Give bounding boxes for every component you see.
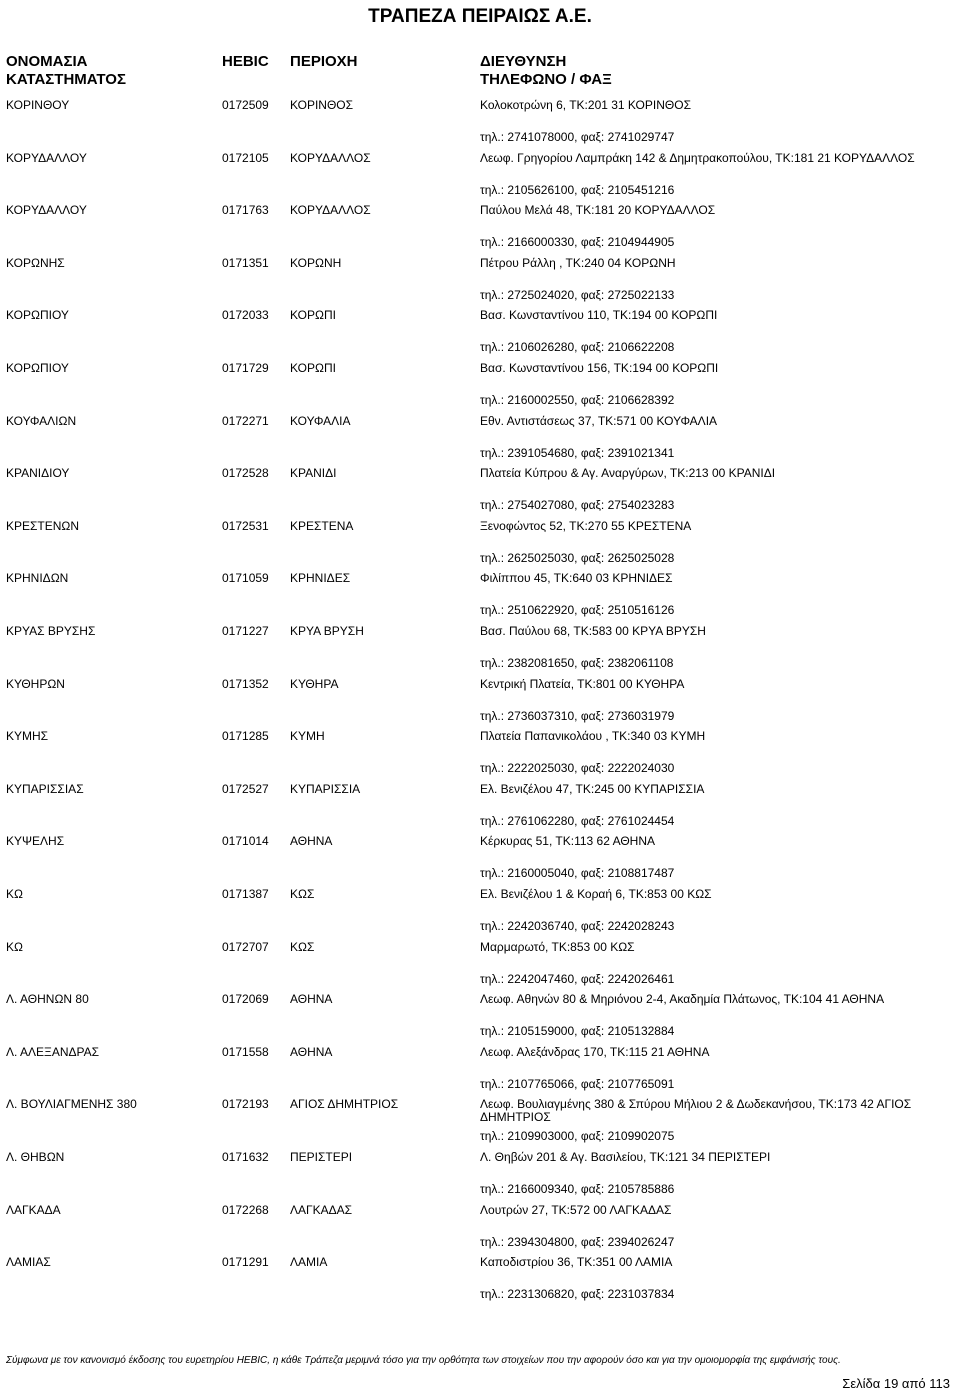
branch-area: ΛΑΜΙΑ: [290, 1255, 328, 1269]
branch-name: ΛΑΜΙΑΣ: [6, 1255, 51, 1269]
branch-address: Λεωφ. Αθηνών 80 & Μηριόνου 2-4, Ακαδημία Πλάτωνος, ΤΚ:104 41 ΑΘΗΝΑ: [480, 992, 885, 1006]
header-address: [480, 53, 612, 89]
branch-hebic: 0172531: [222, 519, 269, 533]
branch-hebic: 0172268: [222, 1203, 269, 1217]
branch-area: ΚΡΗΝΙΔΕΣ: [290, 571, 351, 585]
branch-name: Λ. ΘΗΒΩΝ: [6, 1150, 65, 1164]
branch-phone-fax: τηλ.: 2394304800, φαξ: 2394026247: [480, 1235, 675, 1249]
branch-area: ΚΡΕΣΤΕΝΑ: [290, 519, 354, 533]
branch-address: Κέρκυρας 51, ΤΚ:113 62 ΑΘΗΝΑ: [480, 834, 655, 848]
branch-phone-fax: τηλ.: 2761062280, φαξ: 2761024454: [480, 814, 675, 828]
branch-name: ΚΥΜΗΣ: [6, 729, 49, 743]
branch-hebic: 0172527: [222, 782, 269, 796]
branch-phone-fax: τηλ.: 2106026280, φαξ: 2106622208: [480, 340, 675, 354]
branch-address: Καποδιστρίου 36, ΤΚ:351 00 ΛΑΜΙΑ: [480, 1255, 673, 1269]
branch-phone-fax: τηλ.: 2166000330, φαξ: 2104944905: [480, 235, 675, 249]
branch-area: ΚΥΠΑΡΙΣΣΙΑ: [290, 782, 361, 796]
branch-phone-fax: τηλ.: 2222025030, φαξ: 2222024030: [480, 761, 675, 775]
branch-address: Λεωφ. Γρηγορίου Λαμπράκη 142 & Δημητρακοπούλου, ΤΚ:181 21 ΚΟΡΥΔΑΛΛΟΣ: [480, 151, 915, 165]
branch-area: ΑΘΗΝΑ: [290, 834, 333, 848]
branch-name: ΚΟΡΙΝΘΟΥ: [6, 98, 70, 112]
branch-area: ΚΟΡΩΠΙ: [290, 308, 336, 322]
branch-area: ΠΕΡΙΣΤΕΡΙ: [290, 1150, 353, 1164]
branch-phone-fax: τηλ.: 2736037310, φαξ: 2736031979: [480, 709, 675, 723]
header-hebic: HEBIC: [222, 53, 269, 70]
branch-hebic: 0171632: [222, 1150, 269, 1164]
header-branch-name: [6, 53, 126, 89]
branch-phone-fax: τηλ.: 2754027080, φαξ: 2754023283: [480, 498, 675, 512]
branch-area: ΑΘΗΝΑ: [290, 992, 333, 1006]
branch-hebic: 0171558: [222, 1045, 269, 1059]
branch-phone-fax: τηλ.: 2109903000, φαξ: 2109902075: [480, 1129, 675, 1143]
branch-hebic: 0171059: [222, 571, 269, 585]
branch-address: Ξενοφώντος 52, ΤΚ:270 55 ΚΡΕΣΤΕΝΑ: [480, 519, 692, 533]
branch-phone-fax: τηλ.: 2160002550, φαξ: 2106628392: [480, 393, 675, 407]
branch-address: Ελ. Βενιζέλου 47, ΤΚ:245 00 ΚΥΠΑΡΙΣΣΙΑ: [480, 782, 705, 796]
branch-area: ΚΡΥΑ ΒΡΥΣΗ: [290, 624, 364, 638]
branch-hebic: 0172105: [222, 151, 269, 165]
branch-name: ΚΩ: [6, 887, 23, 901]
branch-hebic: 0171014: [222, 834, 269, 848]
branch-address: Παύλου Μελά 48, ΤΚ:181 20 ΚΟΡΥΔΑΛΛΟΣ: [480, 203, 716, 217]
branch-area: ΑΘΗΝΑ: [290, 1045, 333, 1059]
branch-hebic: 0171285: [222, 729, 269, 743]
branch-phone-fax: τηλ.: 2382081650, φαξ: 2382061108: [480, 656, 674, 670]
branch-address: Πέτρου Ράλλη , ΤΚ:240 04 ΚΟΡΩΝΗ: [480, 256, 676, 270]
branch-phone-fax: τηλ.: 2231306820, φαξ: 2231037834: [480, 1287, 675, 1301]
branch-hebic: 0171351: [222, 256, 269, 270]
branch-phone-fax: τηλ.: 2725024020, φαξ: 2725022133: [480, 288, 675, 302]
branch-address: Πλατεία Παπανικολάου , ΤΚ:340 03 ΚΥΜΗ: [480, 729, 706, 743]
branch-name: ΚΡΗΝΙΔΩΝ: [6, 571, 69, 585]
branch-area: ΚΟΥΦΑΛΙΑ: [290, 414, 351, 428]
branch-area: ΚΩΣ: [290, 940, 315, 954]
branch-area: ΑΓΙΟΣ ΔΗΜΗΤΡΙΟΣ: [290, 1097, 399, 1111]
branch-name: ΚΥΨΕΛΗΣ: [6, 834, 65, 848]
branch-hebic: 0172193: [222, 1097, 269, 1111]
branch-name: ΚΟΡΥΔΑΛΛΟΥ: [6, 203, 87, 217]
branch-area: ΚΟΡΙΝΘΟΣ: [290, 98, 354, 112]
branch-phone-fax: τηλ.: 2510622920, φαξ: 2510516126: [480, 603, 675, 617]
header-area: ΠΕΡΙΟΧΗ: [290, 53, 358, 70]
branch-area: ΚΟΡΩΝΗ: [290, 256, 342, 270]
branch-phone-fax: τηλ.: 2107765066, φαξ: 2107765091: [480, 1077, 675, 1091]
bank-title: ΤΡΑΠΕΖΑ ΠΕΙΡΑΙΩΣ Α.Ε.: [368, 6, 592, 27]
branch-phone-fax: τηλ.: 2391054680, φαξ: 2391021341: [480, 446, 675, 460]
branch-name: ΚΡΥΑΣ ΒΡΥΣΗΣ: [6, 624, 96, 638]
branch-hebic: 0172033: [222, 308, 269, 322]
branch-name: ΚΩ: [6, 940, 23, 954]
branch-address: Φιλίππου 45, ΤΚ:640 03 ΚΡΗΝΙΔΕΣ: [480, 571, 673, 585]
branch-hebic: 0172069: [222, 992, 269, 1006]
branch-name: ΚΟΡΩΠΙΟΥ: [6, 361, 69, 375]
branch-name: ΚΥΘΗΡΩΝ: [6, 677, 65, 691]
branch-address: Μαρμαρωτό, ΤΚ:853 00 ΚΩΣ: [480, 940, 635, 954]
footnote: Σύμφωνα με τον κανονισμό έκδοσης του ευρετηρίου HEBIC, η κάθε Τράπεζα μεριμνά τόσο για την ορθότητα των στοιχείων που την αφορούν όσο και για την ομοιομορφία της εμφάνισής τους.: [6, 1355, 841, 1366]
header-branch-name-line1: ΟΝΟΜΑΣΙΑ: [6, 53, 88, 70]
branch-name: ΚΥΠΑΡΙΣΣΙΑΣ: [6, 782, 84, 796]
branch-hebic: 0171227: [222, 624, 269, 638]
branch-hebic: 0172271: [222, 414, 269, 428]
branch-name: ΚΟΡΩΝΗΣ: [6, 256, 65, 270]
branch-address: Λ. Θηβών 201 & Αγ. Βασιλείου, ΤΚ:121 34 ΠΕΡΙΣΤΕΡΙ: [480, 1150, 771, 1164]
branch-phone-fax: τηλ.: 2242036740, φαξ: 2242028243: [480, 919, 675, 933]
page-number: Σελίδα 19 από 113: [842, 1376, 950, 1391]
branch-name: ΚΡΕΣΤΕΝΩΝ: [6, 519, 80, 533]
branch-hebic: 0171729: [222, 361, 269, 375]
branch-hebic: 0171387: [222, 887, 269, 901]
branch-name: Λ. ΑΛΕΞΑΝΔΡΑΣ: [6, 1045, 100, 1059]
branch-address: Κεντρική Πλατεία, ΤΚ:801 00 ΚΥΘΗΡΑ: [480, 677, 685, 691]
branch-area: ΚΩΣ: [290, 887, 315, 901]
branch-name: ΚΟΡΥΔΑΛΛΟΥ: [6, 151, 87, 165]
branch-name: ΚΡΑΝΙΔΙΟΥ: [6, 466, 70, 480]
branch-phone-fax: τηλ.: 2166009340, φαξ: 2105785886: [480, 1182, 675, 1196]
branch-address: Βασ. Κωνσταντίνου 110, ΤΚ:194 00 ΚΟΡΩΠΙ: [480, 308, 718, 322]
branch-area: ΚΥΘΗΡΑ: [290, 677, 339, 691]
branch-address: Λουτρών 27, ΤΚ:572 00 ΛΑΓΚΑΔΑΣ: [480, 1203, 672, 1217]
branch-hebic: 0171291: [222, 1255, 269, 1269]
branch-name: ΛΑΓΚΑΔΑ: [6, 1203, 61, 1217]
branch-address: Λεωφ. Βουλιαγμένης 380 & Σπύρου Μήλιου 2 & Δωδεκανήσου, ΤΚ:173 42 ΑΓΙΟΣ ΔΗΜΗΤΡΙΟΣ: [480, 1097, 912, 1124]
branch-area: ΚΡΑΝΙΔΙ: [290, 466, 337, 480]
branch-address: Βασ. Κωνσταντίνου 156, ΤΚ:194 00 ΚΟΡΩΠΙ: [480, 361, 719, 375]
branch-area: ΛΑΓΚΑΔΑΣ: [290, 1203, 353, 1217]
branch-address: Κολοκοτρώνη 6, ΤΚ:201 31 ΚΟΡΙΝΘΟΣ: [480, 98, 691, 112]
branch-name: Λ. ΑΘΗΝΩΝ 80: [6, 992, 89, 1006]
header-address-line2: ΤΗΛΕΦΩΝΟ / ΦΑΞ: [480, 71, 612, 88]
header-address-line1: ΔΙΕΥΘΥΝΣΗ: [480, 53, 567, 70]
branch-phone-fax: τηλ.: 2741078000, φαξ: 2741029747: [480, 130, 675, 144]
branch-area: ΚΟΡΥΔΑΛΛΟΣ: [290, 151, 371, 165]
branch-name: ΚΟΥΦΑΛΙΩΝ: [6, 414, 77, 428]
branch-address: Βασ. Παύλου 68, ΤΚ:583 00 ΚΡΥΑ ΒΡΥΣΗ: [480, 624, 706, 638]
branch-phone-fax: τηλ.: 2160005040, φαξ: 2108817487: [480, 866, 675, 880]
branch-area: ΚΟΡΩΠΙ: [290, 361, 336, 375]
branch-phone-fax: τηλ.: 2242047460, φαξ: 2242026461: [480, 972, 675, 986]
branch-phone-fax: τηλ.: 2625025030, φαξ: 2625025028: [480, 551, 675, 565]
header-branch-name-line2: ΚΑΤΑΣΤΗΜΑΤΟΣ: [6, 71, 126, 88]
branch-address: Ελ. Βενιζέλου 1 & Κοραή 6, ΤΚ:853 00 ΚΩΣ: [480, 887, 712, 901]
branch-hebic: 0172707: [222, 940, 269, 954]
branch-area: ΚΥΜΗ: [290, 729, 325, 743]
branch-hebic: 0171352: [222, 677, 269, 691]
branch-address: Λεωφ. Αλεξάνδρας 170, ΤΚ:115 21 ΑΘΗΝΑ: [480, 1045, 710, 1059]
branch-name: Λ. ΒΟΥΛΙΑΓΜΕΝΗΣ 380: [6, 1097, 137, 1111]
branch-address: Πλατεία Κύπρου & Αγ. Αναργύρων, ΤΚ:213 00 ΚΡΑΝΙΔΙ: [480, 466, 776, 480]
branch-name: ΚΟΡΩΠΙΟΥ: [6, 308, 69, 322]
branch-phone-fax: τηλ.: 2105626100, φαξ: 2105451216: [480, 183, 675, 197]
branch-hebic: 0171763: [222, 203, 269, 217]
branch-address: Εθν. Αντιστάσεως 37, ΤΚ:571 00 ΚΟΥΦΑΛΙΑ: [480, 414, 718, 428]
branch-phone-fax: τηλ.: 2105159000, φαξ: 2105132884: [480, 1024, 675, 1038]
branch-hebic: 0172509: [222, 98, 269, 112]
branch-hebic: 0172528: [222, 466, 269, 480]
branch-area: ΚΟΡΥΔΑΛΛΟΣ: [290, 203, 371, 217]
